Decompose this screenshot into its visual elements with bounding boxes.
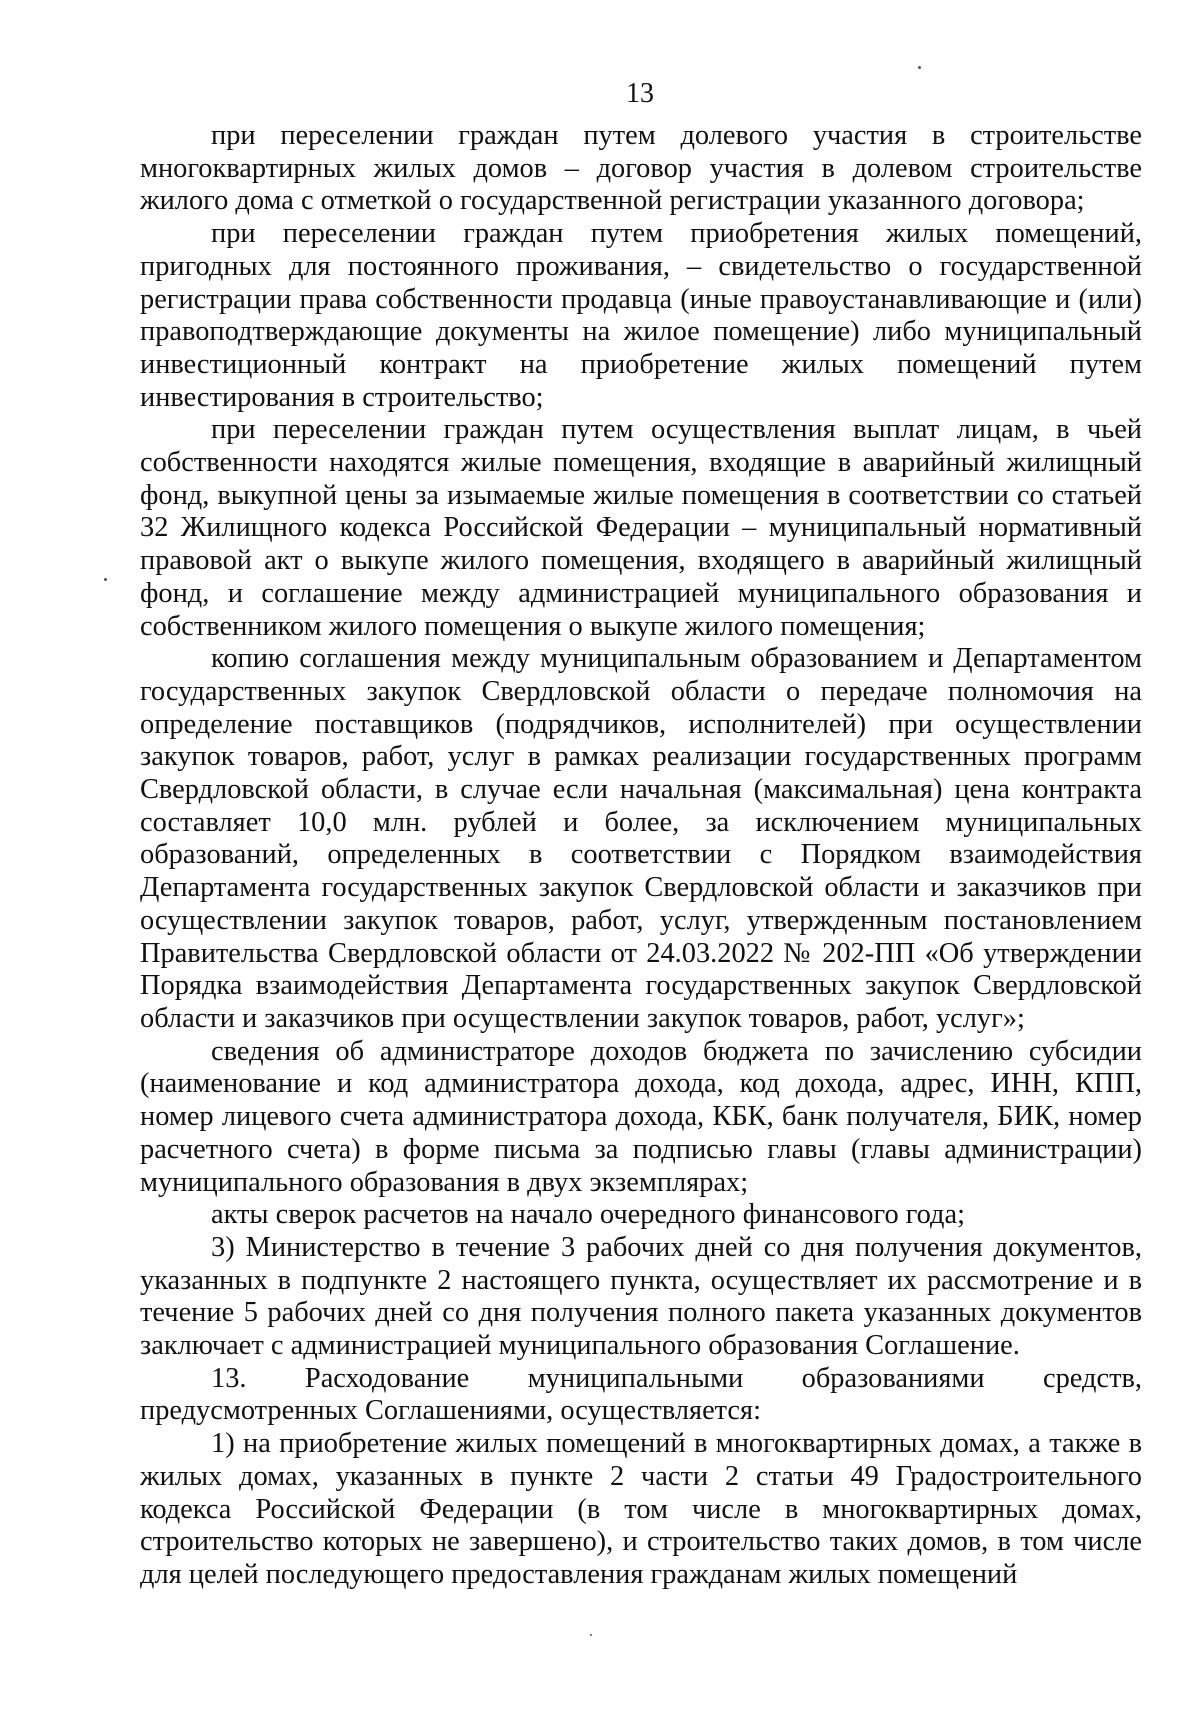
paragraph-purchase-premises: при переселении граждан путем приобретения жилых помещений, пригодных для постоянного проживания, – свидетельство о государственной регистрации права собственности продавца (иные правоустанавливающие и (или) правоподтверждающие документы на жилое помещение) либо муниципальный инвестиционный контракт на приобретение жилых помещений путем инвестирования в строительство; xyxy=(140,218,1142,413)
paragraph-buyout-payments: при переселении граждан путем осуществления выплат лицам, в чьей собственности находятся жилые помещения, входящие в аварийный жилищный фонд, выкупной цены за изымаемые жилые помещения в соответствии со статьей 32 Жилищного кодекса Российской Федерации – муниципальный нормативный правовой акт о выкупе жилого помещения, входящего в аварийный жилищный фонд, и соглашение между администрацией муниципального образования и собственником жилого помещения о выкупе жилого помещения; xyxy=(140,414,1142,642)
page-number: 13 xyxy=(626,78,654,109)
paragraph-reconciliation-acts: акты сверок расчетов на начало очередного финансового года; xyxy=(211,1199,965,1231)
paragraph-revenue-administrator: сведения об администраторе доходов бюджета по зачислению субсидии (наименование и код администратора дохода, код дохода, адрес, ИНН, КПП, номер лицевого счета администратора дохода, КБК, банк получателя, БИК, номер расчетного счета) в форме письма за подписью главы (главы администрации) муниципального образования в двух экземплярах; xyxy=(140,1035,1142,1198)
scan-speck xyxy=(918,66,921,69)
paragraph-clause-13: 13. Расходование муниципальными образованиями средств, предусмотренных Соглашениями, осуществляется: xyxy=(140,1362,1142,1427)
document-body xyxy=(140,120,1142,1592)
paragraph-procurement-agreement: копию соглашения между муниципальным образованием и Департаментом государственных закупок Свердловской области о передаче полномочия на определение поставщиков (подрядчиков, исполнителей) при осуществлении закупок товаров, работ, услуг в рамках реализации государственных программ Свердловской области, в случае если начальная (максимальная) цена контракта составляет 10,0 млн. рублей и более, за исключением муниципальных образований, определенных в соответствии с Порядком взаимодействия Департамента государственных закупок Свердловской области и заказчиков при осуществлении закупок товаров, работ, услуг, утвержденным постановлением Правительства Свердловской области от 24.03.2022 № 202-ПП «Об утверждении Порядка взаимодействия Департамента государственных закупок Свердловской области и заказчиков при осуществлении закупок товаров, работ, услуг»; xyxy=(140,643,1142,1034)
paragraph-ministry-review: 3) Министерство в течение 3 рабочих дней со дня получения документов, указанных в подпункте 2 настоящего пункта, осуществляет их рассмотрение и в течение 5 рабочих дней со дня получения полного пакета указанных документов заключает с администрацией муниципального образования Соглашение. xyxy=(140,1231,1142,1362)
scan-speck xyxy=(590,1634,592,1636)
paragraph-shared-construction: при переселении граждан путем долевого участия в строительстве многоквартирных жилых домов – договор участия в долевом строительстве жилого дома с отметкой о государственной регистрации указанного договора; xyxy=(140,120,1142,217)
scan-speck xyxy=(104,578,107,581)
paragraph-clause-13-item-1: 1) на приобретение жилых помещений в многоквартирных домах, а также в жилых домах, указанных в пункте 2 части 2 статьи 49 Градостроительного кодекса Российской Федерации (в том числе в многоквартирных домах, строительство которых не завершено), и строительство таких домов, в том числе для целей последующего предоставления гражданам жилых помещений xyxy=(140,1428,1142,1590)
